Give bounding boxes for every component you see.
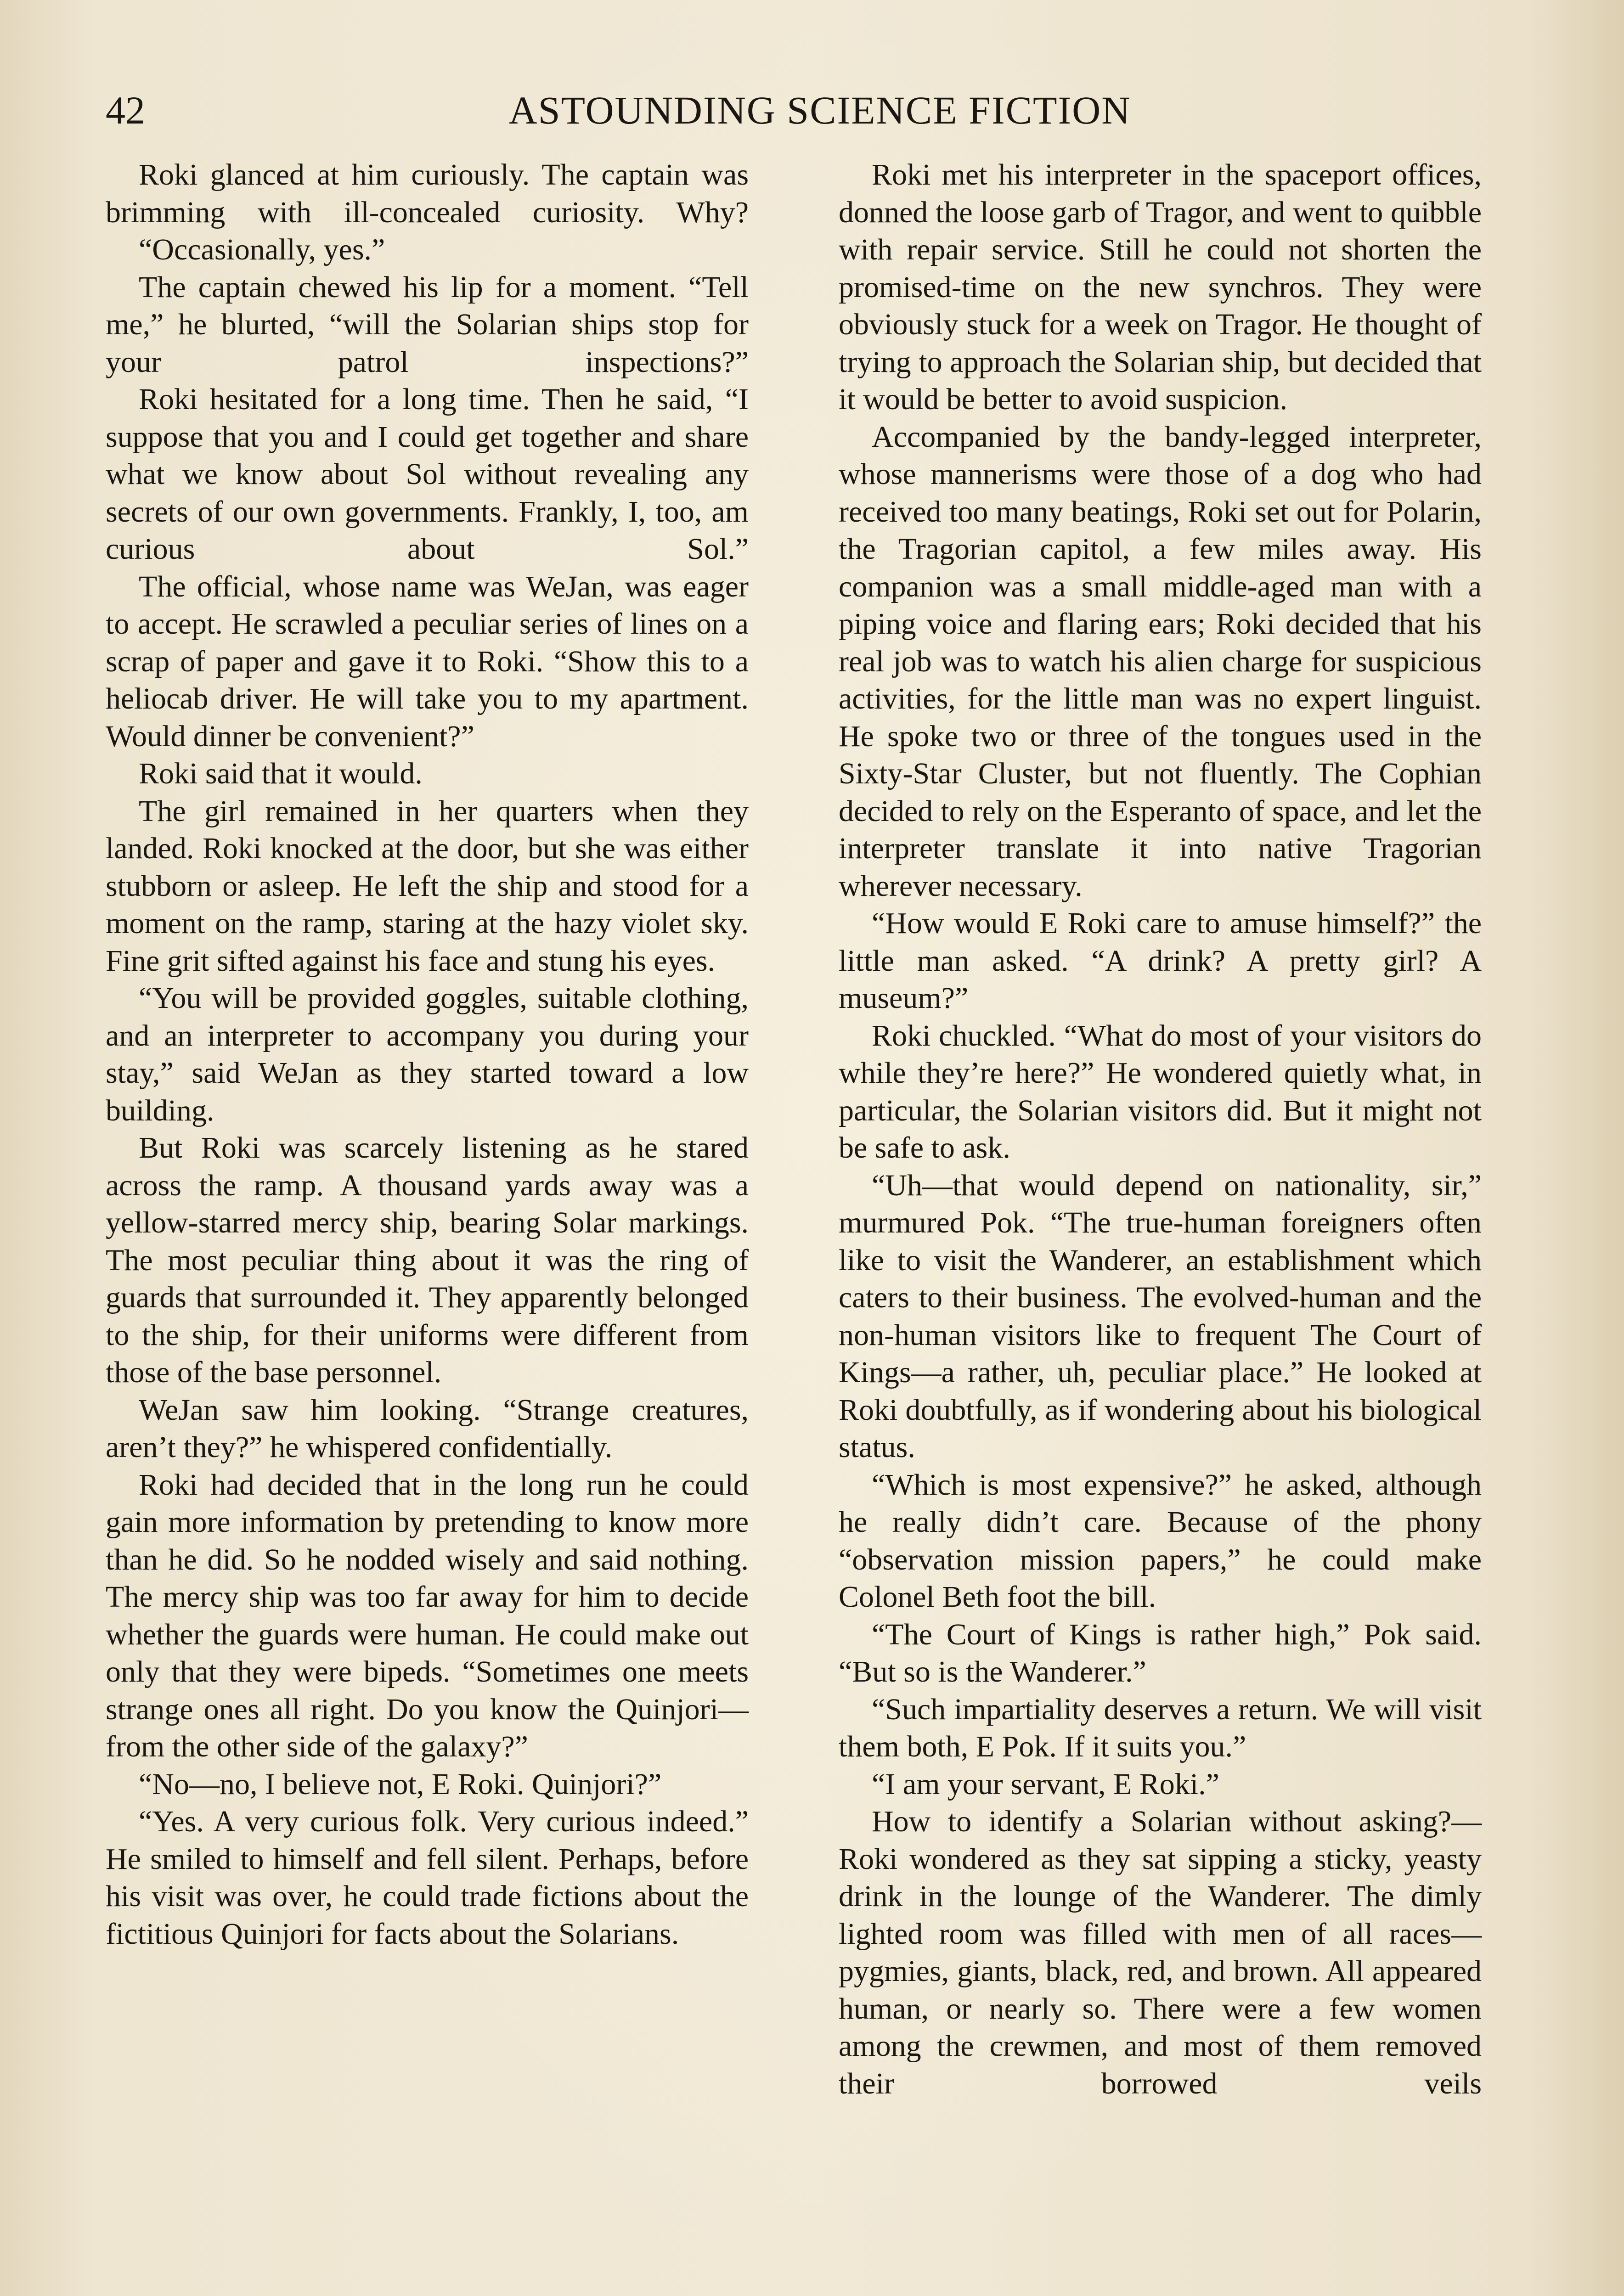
paragraph: “I am your servant, E Roki.” — [872, 1767, 1219, 1801]
paragraph: The girl remained in her quarters when they landed. Roki knocked at the door, but she was either stubborn or asleep. He left the ship and stood for a moment on the ramp, staring at the hazy violet sky. Fine grit sifted against his face and stung his eyes. — [106, 794, 749, 978]
paragraph: “Uh—that would depend on nationality, sir,” murmured Pok. “The true-human foreigners often like to visit the Wanderer, an establishment which caters to their business. The evolved-human and the non-human visitors like to frequent The Court of Kings—a rather, uh, peculiar place.” He looked at Roki doubtfully, as if wondering about his biological status. — [839, 1168, 1482, 1464]
paragraph: “Which is most expensive?” he asked, although he really didn’t care. Because of the phony “observation mission papers,” he could make Colonel Beth foot the bill. — [839, 1468, 1482, 1614]
right-column — [839, 156, 1482, 2102]
paragraph: “How would E Roki care to amuse himself?” the little man asked. “A drink? A pretty girl? A museum?” — [839, 906, 1482, 1015]
paragraph: How to identify a Solarian without asking?—Roki wondered as they sat sipping a sticky, yeasty drink in the lounge of the Wanderer. The dimly lighted room was filled with men of all races—pygmies, giants, black, red, and brown. All appeared human, or nearly so. There were a few women among the crewmen, and most of them removed their borrowed veils — [839, 1805, 1482, 2100]
paragraph: “The Court of Kings is rather high,” Pok said. “But so is the Wanderer.” — [839, 1617, 1482, 1688]
paragraph: “No—no, I believe not, E Roki. Quinjori?” — [139, 1767, 662, 1801]
paragraph: But Roki was scarcely listening as he stared across the ramp. A thousand yards away was a yellow-starred mercy ship, bearing Solar markings. The most peculiar thing about it was the ring of guards that surrounded it. They apparently belonged to the ship, for their uniforms were different from those of the base personnel. — [106, 1131, 749, 1389]
paragraph: Roki had decided that in the long run he could gain more information by pretending to know more than he did. So he nodded wisely and said nothing. The mercy ship was too far away for him to decide whether the guards were human. He could make out only that they were bipeds. “Sometimes one meets strange ones all right. Do you know the Quinjori—from the other side of the galaxy?” — [106, 1468, 749, 1763]
paragraph: Roki glanced at him curiously. The captain was brimming with ill-concealed curiosity. Why? — [106, 158, 749, 229]
paragraph: WeJan saw him looking. “Strange creatures, aren’t they?” he whispered confidentially. — [106, 1393, 749, 1464]
running-head: ASTOUNDING SCIENCE FICTION — [508, 88, 1131, 132]
paragraph: Roki met his interpreter in the spaceport offices, donned the loose garb of Tragor, and went to quibble with repair service. Still he could not shorten the promised-time on the new synchros. They were obviously stuck for a week on Tragor. He thought of trying to approach the Solarian ship, but decided that it would be better to avoid suspicion. — [839, 158, 1482, 416]
paragraph: “You will be provided goggles, suitable clothing, and an interpreter to accompany you during your stay,” said WeJan as they started toward a low building. — [106, 981, 749, 1127]
page-number: 42 — [106, 88, 145, 132]
paragraph: “Occasionally, yes.” — [139, 233, 385, 266]
paragraph: “Yes. A very curious folk. Very curious indeed.” He smiled to himself and fell silent. Perhaps, before his visit was over, he could trade fictions about the fictitious Quinjori for facts about the Solarians. — [106, 1805, 749, 1951]
page-header — [106, 83, 1534, 138]
paragraph: Roki hesitated for a long time. Then he said, “I suppose that you and I could get together and share what we know about Sol without revealing any secrets of our own governments. Frankly, I, too, am curious about Sol.” — [106, 383, 749, 566]
paragraph: Accompanied by the bandy-legged interpreter, whose mannerisms were those of a dog who had received too many beatings, Roki set out for Polarin, the Tragorian capitol, a few miles away. His companion was a small middle-aged man with a piping voice and flaring ears; Roki decided that his real job was to watch his alien charge for suspicious activities, for the little man was no expert linguist. He spoke two or three of the tongues used in the Sixty-Star Cluster, but not fluently. The Cophian decided to rely on the Esperanto of space, and let the interpreter translate it into native Tragorian wherever necessary. — [839, 420, 1482, 903]
paragraph: The captain chewed his lip for a moment. “Tell me,” he blurted, “will the Solarian ships stop for your patrol inspections?” — [106, 270, 749, 379]
paragraph: “Such impartiality deserves a return. We will visit them both, E Pok. If it suits you.” — [839, 1692, 1482, 1763]
left-column — [106, 156, 749, 1953]
paragraph: The official, whose name was WeJan, was eager to accept. He scrawled a peculiar series of lines on a scrap of paper and gave it to Roki. “Show this to a heliocab driver. He will take you to my apartment. Would dinner be convenient?” — [106, 569, 749, 753]
paragraph: Roki said that it would. — [139, 757, 423, 790]
paragraph: Roki chuckled. “What do most of your visitors do while they’re here?” He wondered quietly what, in particular, the Solarian visitors did. But it might not be safe to ask. — [839, 1019, 1482, 1165]
